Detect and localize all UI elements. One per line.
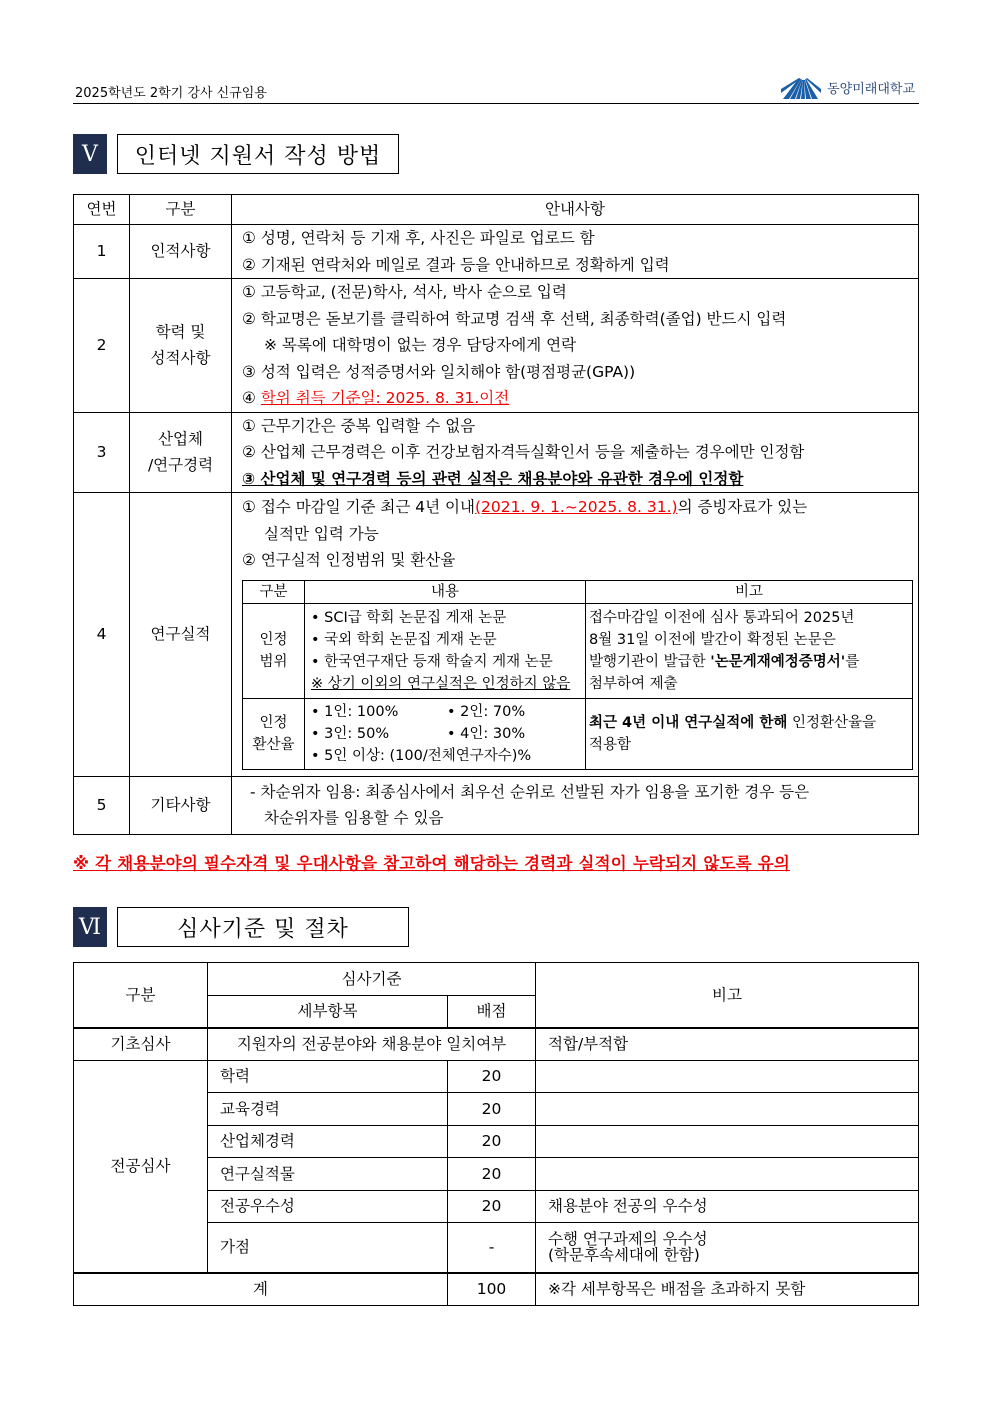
guide-line: 차순위자를 임용할 수 있음 [264,809,444,827]
section-5-title: 인터넷 지원서 작성 방법 [117,134,399,174]
inner-category [243,603,305,698]
evaluation-criteria-table [73,962,919,1306]
guide-bullet: ④ [242,389,261,407]
guide-line: ① 성명, 연락처 등 기재 후, 사진은 파일로 업로드 함 [242,229,595,247]
inner-header-row [243,580,913,603]
guide-line: ① 근무기간은 중복 입력할 수 없음 [242,416,476,435]
university-logo [781,74,915,100]
remark-line: 적용함 [589,736,632,753]
criteria-item: 학력 [208,1060,448,1093]
inner-col-content: 내용 [305,580,586,603]
logo-emblem-icon [781,75,821,99]
inner-category-line: 인정 [259,631,288,648]
rate-line [308,701,585,723]
criteria-category: 기초심사 [74,1028,208,1061]
research-recognition-table [242,580,913,770]
criteria-score: - [448,1223,536,1273]
section-6-heading [73,907,413,947]
remark-text: 인정환산율을 [787,714,877,731]
guide-line: ② 기재된 연락처와 메일로 결과 등을 안내하므로 정확하게 입력 [242,255,670,274]
category-line: 산업체 [158,429,203,448]
remark-text: 를 [845,653,860,670]
criteria-item: 지원자의 전공분야와 채용분야 일치여부 [208,1028,536,1061]
col-number-header: 연번 [74,195,130,225]
rate-item: • 5인 이상: (100/전체연구자수)% [311,747,532,764]
row-category [130,279,232,413]
criteria-item: 산업체경력 [208,1125,448,1158]
guide-line: - 차순위자 임용: 최종심사에서 최우선 순위로 선발된 자가 임용을 포기한 경우 등은 [250,782,810,801]
guide-line: 실적만 입력 가능 [264,524,379,543]
inner-content [305,603,586,698]
inner-row-scope [243,603,913,698]
inner-category-line: 범위 [259,653,288,670]
criteria-item: 전공우수성 [208,1190,448,1223]
row-category [130,412,232,493]
row-guide [232,225,919,279]
category-line: 학력 및 [155,322,206,341]
row-number: 4 [74,493,130,777]
guide-note: ※ 목록에 대학명이 없는 경우 담당자에게 연락 [264,336,577,354]
inner-row-rate [243,698,913,769]
section-5-heading [73,134,473,174]
rate-item: • 1인: 100% [311,703,399,720]
category-line: 성적사항 [150,349,211,368]
criteria-remark [536,1125,919,1158]
criteria-score: 20 [448,1093,536,1126]
criteria-score: 20 [448,1125,536,1158]
research-period: (2021. 9. 1.~2025. 8. 31.) [475,498,678,516]
guide-row-research [74,493,919,777]
certificate-name: '논문게재예정증명서' [710,653,846,670]
section-6-number: Ⅵ [73,907,107,947]
guide-row-career [74,412,919,493]
inner-col-remark: 비고 [586,580,913,603]
criteria-remark [536,1093,919,1126]
remark-line [586,712,912,734]
total-label: 계 [74,1273,448,1306]
rate-item: • 4인: 30% [447,725,526,742]
remark-line: 접수마감일 이전에 심사 통과되어 2025년 [589,609,855,626]
header-item: 세부항목 [208,995,448,1028]
guide-row-personal [74,225,919,279]
guide-line [232,385,918,412]
total-remark: ※각 세부항목은 배점을 초과하지 못함 [536,1273,919,1306]
omission-warning: ※ 각 채용분야의 필수자격 및 우대사항을 참고하여 해당하는 경력과 실적이 누락되지 않도록 유의 [73,854,790,873]
criteria-remark: 채용분야 전공의 우수성 [536,1190,919,1223]
remark-emphasis: 최근 4년 이내 연구실적에 한해 [589,714,788,731]
row-category: 기타사항 [130,776,232,834]
criteria-item: 연구실적물 [208,1158,448,1191]
guide-row-education [74,279,919,413]
remark-line: 첨부하여 제출 [589,675,678,692]
row-number: 3 [74,412,130,493]
criteria-item: 교육경력 [208,1093,448,1126]
criteria-item: 가점 [208,1223,448,1273]
remark-line [586,651,912,673]
row-number: 1 [74,225,130,279]
scope-note: ※ 상기 이외의 연구실적은 인정하지 않음 [311,675,571,692]
criteria-remark: 적합/부적합 [536,1028,919,1061]
criteria-remark [536,1060,919,1093]
inner-col-category: 구분 [243,580,305,603]
criteria-header-row [74,963,919,996]
application-guide-table [73,194,919,835]
section-6-title: 심사기준 및 절차 [117,907,409,947]
inner-remark [586,698,913,769]
criteria-score: 20 [448,1190,536,1223]
criteria-row [74,1060,919,1093]
criteria-row-total [74,1273,919,1306]
page-header [73,74,919,104]
criteria-remark [536,1158,919,1191]
inner-content [305,698,586,769]
inner-remark [586,603,913,698]
criteria-row-basic [74,1028,919,1061]
row-guide [232,412,919,493]
guide-line: ② 학교명은 돋보기를 클릭하여 학교명 검색 후 선택, 최종학력(졸업) 반드시 입력 [242,309,787,328]
rate-item: • 2인: 70% [447,703,526,720]
remark-line: 수행 연구과제의 우수성 [548,1230,708,1249]
guide-line: ② 연구실적 인정범위 및 환산율 [242,551,456,569]
guide-row-other [74,776,919,834]
scope-item: • 국외 학회 논문집 게재 논문 [311,631,497,648]
row-category: 인적사항 [130,225,232,279]
row-guide [232,279,919,413]
header-remark: 비고 [536,963,919,1028]
guide-line [232,493,918,521]
header-criteria: 심사기준 [208,963,536,996]
total-score: 100 [448,1273,536,1306]
header-category: 구분 [74,963,208,1028]
scope-item: • SCI급 학회 논문집 게재 논문 [311,609,507,626]
row-category: 연구실적 [130,493,232,777]
guide-line: ③ 성적 입력은 성적증명서와 일치해야 함(평점평균(GPA)) [242,362,636,381]
col-guide-header: 안내사항 [232,195,919,225]
degree-deadline: 학위 취득 기준일: 2025. 8. 31.이전 [260,389,510,407]
guide-line: ② 산업체 근무경력은 이후 건강보험자격득실확인서 등을 제출하는 경우에만 인정함 [242,443,805,461]
remark-line: 8월 31일 이전에 발간이 확정된 논문은 [589,631,836,648]
scope-item: • 한국연구재단 등재 학술지 게재 논문 [311,653,553,670]
remark-line: (학문후속세대에 한함) [548,1246,700,1265]
row-number: 2 [74,279,130,413]
inner-category-line: 환산율 [252,736,295,753]
inner-category-line: 인정 [259,714,288,731]
category-line: /연구경력 [147,456,214,475]
inner-category [243,698,305,769]
header-title: 2025학년도 2학기 강사 신규임용 [75,86,267,101]
criteria-category: 전공심사 [74,1060,208,1273]
row-guide [232,776,919,834]
guide-line: ① 고등학교, (전문)학사, 석사, 박사 순으로 입력 [242,283,567,301]
rate-item: • 3인: 50% [311,725,390,742]
rate-line [308,723,585,745]
criteria-score: 20 [448,1060,536,1093]
guide-text: 의 증빙자료가 있는 [677,498,808,516]
remark-text: 발행기관이 발급한 [589,653,711,670]
col-category-header: 구분 [130,195,232,225]
section-5-number: Ⅴ [73,134,107,174]
logo-text: 동양미래대학교 [827,81,915,97]
guide-emphasis: ③ 산업체 및 연구경력 등의 관련 실적은 채용분야와 유관한 경우에 인정함 [242,469,744,488]
guide-text: ① 접수 마감일 기준 최근 4년 이내 [242,498,475,516]
guide-header-row [74,195,919,225]
row-guide [232,493,919,777]
criteria-score: 20 [448,1158,536,1191]
row-number: 5 [74,776,130,834]
criteria-remark [536,1223,919,1273]
header-score: 배점 [448,995,536,1028]
